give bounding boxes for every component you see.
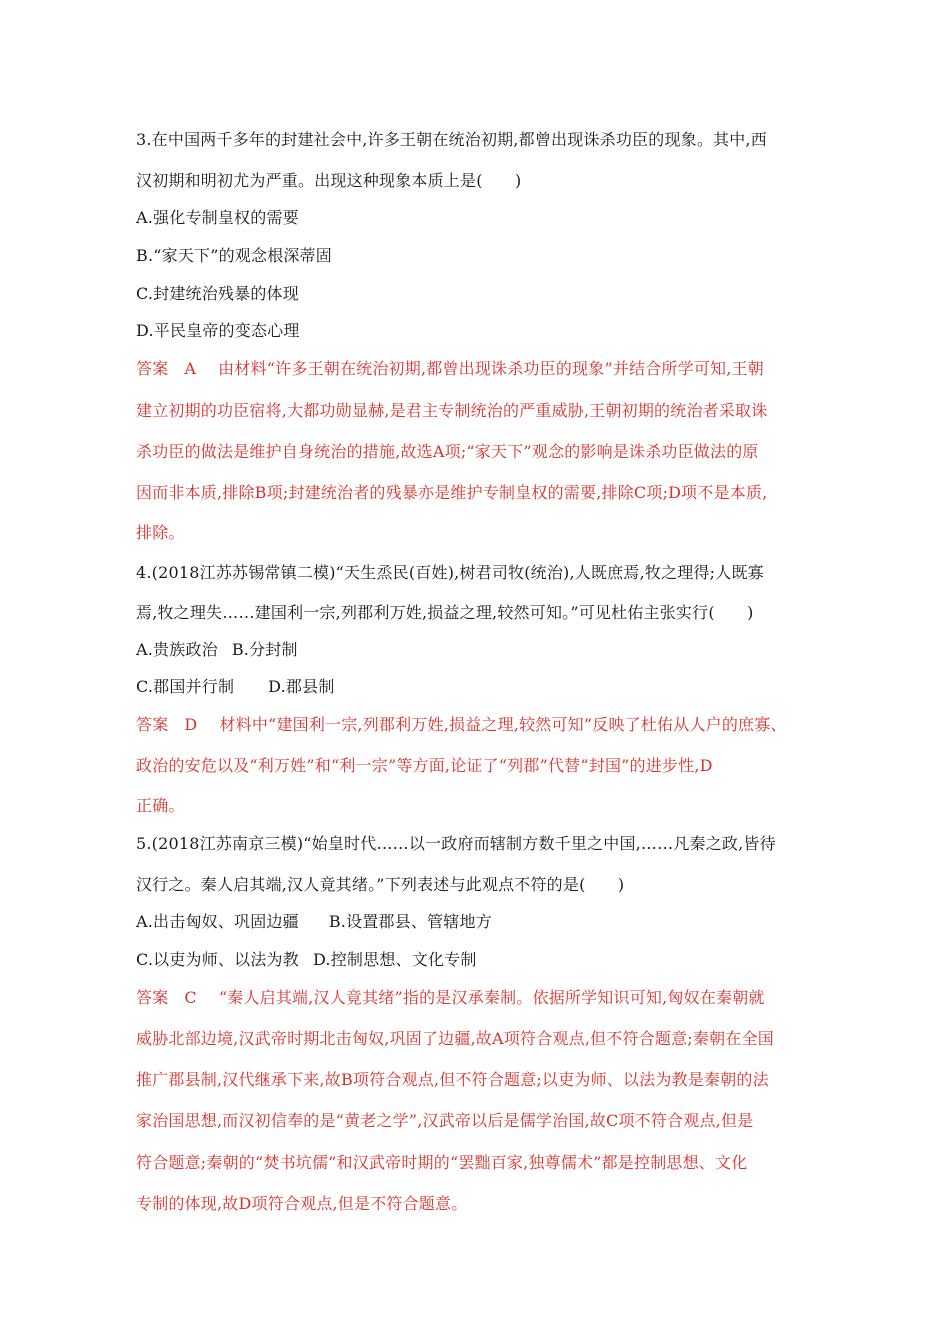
q3-option-d: D.平民皇帝的变态心理 [136, 321, 300, 340]
q4-answer-text-1: 材料中“建国利一宗,列郡利万姓,损益之理,较然可知”反映了杜佑从人户的庶寡、 [219, 715, 787, 734]
q4-options-row-2 [136, 677, 335, 697]
q3-answer-line-2: 建立初期的功臣宿将,大都功勋显赫,是君主专制统治的严重威胁,王朝初期的统治者采取诛 [136, 401, 768, 420]
q5-options-row-2 [136, 950, 477, 970]
q5-option-c: C.以吏为师、以法为教 [136, 950, 299, 969]
q5-stem-line-2: 汉行之。秦人启其端,汉人竟其绪。”下列表述与此观点不符的是( ) [136, 875, 625, 894]
q3-answer-line-4: 因而非本质,排除B项;封建统治者的残暴亦是维护专制皇权的需要,排除C项;D项不是本质, [136, 483, 768, 502]
q3-option-b: B.“家天下”的观念根深蒂固 [136, 246, 333, 265]
q5-answer-line-4: 家治国思想,而汉初信奉的是“黄老之学”,汉武帝以后是儒学治国,故C项不符合观点,但是 [136, 1111, 754, 1130]
q4-stem-line-1: 4.(2018江苏苏锡常镇二模)“天生烝民(百姓),树君司牧(统治),人既庶焉,牧之理得;人既寡 [136, 563, 764, 582]
q5-answer-line-2: 威胁北部边境,汉武帝时期北击匈奴,巩固了边疆,故A项符合观点,但不符合题意;秦朝在全国 [136, 1029, 774, 1048]
q5-option-d: D.控制思想、文化专制 [312, 950, 477, 969]
q4-option-d: D.郡县制 [268, 677, 335, 696]
q4-answer-line-2: 政治的安危以及“利万姓”和“利一宗”等方面,论证了“列郡”代替“封国”的进步性,D [136, 756, 713, 775]
q4-options-row-1 [136, 640, 298, 660]
q3-option-c: C.封建统治残暴的体现 [136, 284, 299, 303]
q4-answer-line-1 [136, 715, 787, 735]
q5-answer-label: 答案 [136, 988, 169, 1007]
q4-answer-label: 答案 [136, 715, 169, 734]
q4-answer-line-3: 正确。 [136, 796, 185, 815]
q5-options-row-1 [136, 912, 492, 932]
q5-stem-line-1: 5.(2018江苏南京三模)“始皇时代……以一政府而辖制方数千里之中国,……凡秦之政,皆待 [136, 834, 776, 853]
q3-option-a: A.强化专制皇权的需要 [136, 208, 299, 227]
q3-answer-line-1 [136, 359, 764, 379]
q5-answer-line-5: 符合题意;秦朝的“焚书坑儒”和汉武帝时期的“罢黜百家,独尊儒术”都是控制思想、文化 [136, 1153, 748, 1172]
q3-stem-line-2: 汉初期和明初尤为严重。出现这种现象本质上是( ) [136, 171, 522, 190]
q5-answer-line-3: 推广郡县制,汉代继承下来,故B项符合观点,但不符合题意;以吏为师、以法为教是秦朝的法 [136, 1070, 769, 1089]
q4-stem-line-2: 焉,牧之理失……建国利一宗,列郡利万姓,损益之理,较然可知。”可见杜佑主张实行( ) [136, 603, 754, 622]
q4-option-c: C.郡国并行制 [136, 677, 235, 696]
q3-answer-text-1: 由材料“许多王朝在统治初期,都曾出现诛杀功臣的现象”并结合所学可知,王朝 [218, 359, 764, 378]
q5-answer-line-1 [136, 988, 765, 1008]
q3-answer-line-5: 排除。 [136, 523, 185, 542]
q5-answer-text-1: “秦人启其端,汉人竟其绪”指的是汉承秦制。依据所学知识可知,匈奴在秦朝就 [218, 988, 765, 1007]
q5-option-b: B.设置郡县、管辖地方 [328, 912, 492, 931]
q3-answer-label: 答案 [136, 359, 169, 378]
q5-answer-line-6: 专制的体现,故D项符合观点,但是不符合题意。 [136, 1194, 468, 1213]
q4-option-b: B.分封制 [231, 640, 298, 659]
q5-option-a: A.出击匈奴、巩固边疆 [136, 912, 299, 931]
q3-answer-key: A [184, 359, 197, 378]
q4-answer-key: D [184, 715, 198, 734]
q3-stem-line-1: 3.在中国两千多年的封建社会中,许多王朝在统治初期,都曾出现诛杀功臣的现象。其中,西 [136, 130, 767, 149]
q3-answer-line-3: 杀功臣的做法是维护自身统治的措施,故选A项;“家天下”观念的影响是诛杀功臣做法的原 [136, 442, 759, 461]
q5-answer-key: C [184, 988, 197, 1007]
q4-option-a: A.贵族政治 [136, 640, 218, 659]
